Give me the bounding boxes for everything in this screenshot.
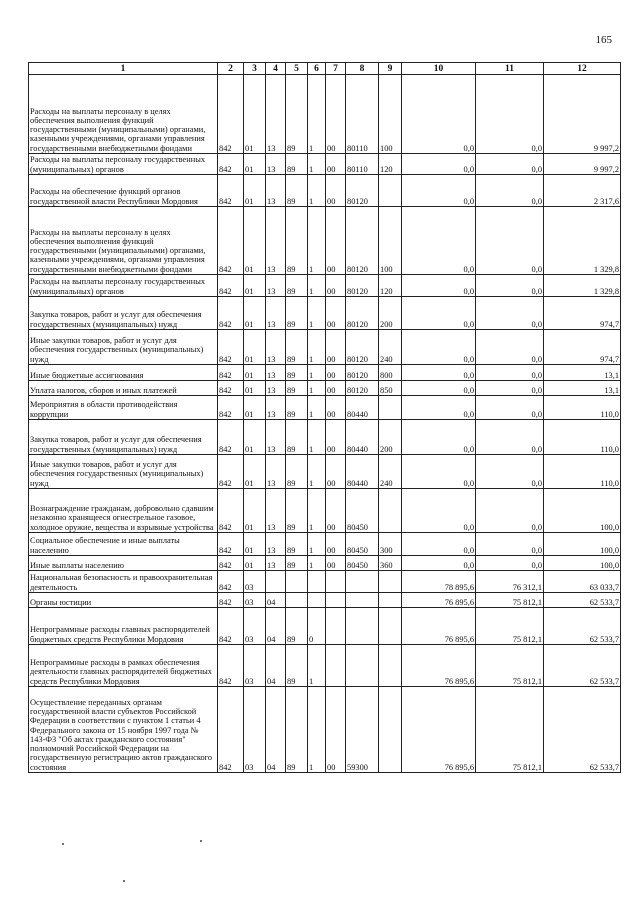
column-header: 10 — [402, 63, 476, 75]
row-code-cell: 1 — [308, 533, 326, 556]
table-row — [29, 207, 621, 275]
row-code-cell: 00 — [326, 330, 346, 365]
table-row — [29, 396, 621, 420]
row-code-cell: 13 — [266, 556, 286, 571]
row-code-cell — [286, 571, 308, 593]
row-code-cell: 842 — [218, 645, 244, 687]
row-amount-cell: 63 033,7 — [544, 571, 621, 593]
row-code-cell: 00 — [326, 489, 346, 533]
table-row — [29, 608, 621, 645]
column-header: 5 — [286, 63, 308, 75]
row-amount-cell: 62 533,7 — [544, 645, 621, 687]
row-amount-cell: 110,0 — [544, 455, 621, 489]
row-amount-cell: 0,0 — [402, 455, 476, 489]
row-code-cell: 04 — [266, 608, 286, 645]
row-code-cell: 13 — [266, 420, 286, 455]
row-code-cell: 842 — [218, 154, 244, 175]
row-description: Национальная безопасность и правоохранительная деятельность — [29, 571, 218, 593]
row-code-cell: 13 — [266, 455, 286, 489]
row-code-cell: 13 — [266, 330, 286, 365]
row-amount-cell: 110,0 — [544, 420, 621, 455]
row-amount-cell: 76 895,6 — [402, 593, 476, 608]
row-code-cell: 00 — [326, 420, 346, 455]
column-header: 2 — [218, 63, 244, 75]
row-amount-cell: 75 812,1 — [476, 687, 544, 773]
row-code-cell: 1 — [308, 489, 326, 533]
row-description: Закупка товаров, работ и услуг для обеспечения государственных (муниципальных) нужд — [29, 297, 218, 330]
row-amount-cell: 0,0 — [476, 489, 544, 533]
row-code-cell: 842 — [218, 365, 244, 381]
budget-table — [28, 62, 621, 773]
table-row — [29, 571, 621, 593]
row-code-cell — [326, 608, 346, 645]
row-amount-cell: 0,0 — [476, 75, 544, 154]
row-code-cell: 842 — [218, 381, 244, 396]
column-header: 12 — [544, 63, 621, 75]
table-row — [29, 533, 621, 556]
row-description: Расходы на выплаты персоналу в целях обеспечения выполнения функций государственными (муниципальными) органами, казенными учреждениями, органами управления государственными внебюджетными фондами — [29, 75, 218, 154]
row-code-cell: 80120 — [346, 275, 379, 297]
row-code-cell: 00 — [326, 365, 346, 381]
row-amount-cell: 100,0 — [544, 489, 621, 533]
row-code-cell: 842 — [218, 75, 244, 154]
row-amount-cell: 0,0 — [476, 381, 544, 396]
row-amount-cell: 0,0 — [402, 381, 476, 396]
row-amount-cell: 76 895,6 — [402, 687, 476, 773]
row-description: Иные выплаты населению — [29, 556, 218, 571]
row-amount-cell: 76 895,6 — [402, 608, 476, 645]
row-amount-cell: 0,0 — [476, 330, 544, 365]
row-description: Осуществление переданных органам государственной власти субъектов Российской Федерации в соответствии с пунктом 1 статьи 4 Федерального закона от 15 ноября 1997 года № 143-ФЗ "Об актах гражданского состояния" полномочий Российской Федерации на государственную регистрацию актов гражданского состояния — [29, 687, 218, 773]
row-description: Иные бюджетные ассигнования — [29, 365, 218, 381]
row-code-cell: 1 — [308, 556, 326, 571]
row-code-cell: 80450 — [346, 556, 379, 571]
row-code-cell: 89 — [286, 420, 308, 455]
row-code-cell: 03 — [244, 608, 266, 645]
row-code-cell: 03 — [244, 593, 266, 608]
row-code-cell: 200 — [379, 297, 402, 330]
row-amount-cell: 974,7 — [544, 330, 621, 365]
row-amount-cell: 0,0 — [402, 420, 476, 455]
row-amount-cell: 0,0 — [476, 297, 544, 330]
row-code-cell: 842 — [218, 608, 244, 645]
row-code-cell: 01 — [244, 207, 266, 275]
row-code-cell: 01 — [244, 489, 266, 533]
row-code-cell: 89 — [286, 687, 308, 773]
row-code-cell: 842 — [218, 593, 244, 608]
row-amount-cell: 9 997,2 — [544, 75, 621, 154]
column-header: 4 — [266, 63, 286, 75]
row-code-cell: 80120 — [346, 381, 379, 396]
row-code-cell: 1 — [308, 330, 326, 365]
row-amount-cell: 75 812,1 — [476, 645, 544, 687]
row-amount-cell: 0,0 — [476, 556, 544, 571]
table-row — [29, 593, 621, 608]
row-amount-cell: 0,0 — [402, 297, 476, 330]
row-code-cell: 01 — [244, 154, 266, 175]
table-row — [29, 687, 621, 773]
row-amount-cell: 78 895,6 — [402, 571, 476, 593]
row-code-cell: 1 — [308, 175, 326, 207]
table-row — [29, 381, 621, 396]
row-code-cell: 240 — [379, 455, 402, 489]
row-amount-cell: 0,0 — [402, 154, 476, 175]
row-code-cell: 00 — [326, 533, 346, 556]
row-code-cell: 1 — [308, 455, 326, 489]
row-code-cell: 1 — [308, 396, 326, 420]
row-code-cell — [326, 645, 346, 687]
row-amount-cell: 0,0 — [402, 396, 476, 420]
row-code-cell: 89 — [286, 275, 308, 297]
row-code-cell — [346, 608, 379, 645]
row-code-cell: 80120 — [346, 330, 379, 365]
row-code-cell — [379, 608, 402, 645]
row-code-cell: 00 — [326, 381, 346, 396]
row-amount-cell: 62 533,7 — [544, 687, 621, 773]
row-code-cell — [326, 593, 346, 608]
row-amount-cell: 110,0 — [544, 396, 621, 420]
row-amount-cell: 0,0 — [402, 489, 476, 533]
row-code-cell — [379, 645, 402, 687]
row-code-cell: 842 — [218, 556, 244, 571]
row-code-cell: 120 — [379, 154, 402, 175]
page-number: 165 — [595, 34, 612, 46]
row-code-cell: 1 — [308, 297, 326, 330]
column-header: 7 — [326, 63, 346, 75]
row-code-cell — [379, 571, 402, 593]
row-code-cell — [379, 175, 402, 207]
row-code-cell: 100 — [379, 75, 402, 154]
row-code-cell: 850 — [379, 381, 402, 396]
row-amount-cell: 1 329,8 — [544, 207, 621, 275]
column-header: 3 — [244, 63, 266, 75]
row-code-cell — [286, 593, 308, 608]
row-code-cell: 1 — [308, 381, 326, 396]
row-code-cell: 842 — [218, 687, 244, 773]
row-code-cell: 59300 — [346, 687, 379, 773]
row-amount-cell: 62 533,7 — [544, 593, 621, 608]
row-code-cell: 00 — [326, 275, 346, 297]
row-amount-cell: 1 329,8 — [544, 275, 621, 297]
row-code-cell: 89 — [286, 396, 308, 420]
row-amount-cell: 9 997,2 — [544, 154, 621, 175]
row-code-cell: 1 — [308, 275, 326, 297]
row-code-cell: 89 — [286, 330, 308, 365]
row-code-cell: 03 — [244, 687, 266, 773]
row-code-cell: 04 — [266, 645, 286, 687]
row-code-cell: 89 — [286, 175, 308, 207]
row-description: Расходы на выплаты персоналу государственных (муниципальных) органов — [29, 275, 218, 297]
row-code-cell: 800 — [379, 365, 402, 381]
row-code-cell: 80120 — [346, 175, 379, 207]
row-code-cell: 89 — [286, 533, 308, 556]
row-description: Социальное обеспечение и иные выплаты населению — [29, 533, 218, 556]
scan-speck — [62, 843, 64, 845]
row-code-cell: 1 — [308, 365, 326, 381]
row-code-cell: 89 — [286, 297, 308, 330]
row-code-cell: 80110 — [346, 75, 379, 154]
row-code-cell: 01 — [244, 275, 266, 297]
row-code-cell: 89 — [286, 207, 308, 275]
row-amount-cell: 0,0 — [476, 420, 544, 455]
row-code-cell: 80450 — [346, 533, 379, 556]
row-amount-cell: 13,1 — [544, 381, 621, 396]
row-code-cell: 1 — [308, 420, 326, 455]
row-amount-cell: 0,0 — [476, 455, 544, 489]
row-description: Непрограммные расходы в рамках обеспечения деятельности главных распорядителей бюджетных средств Республики Мордовия — [29, 645, 218, 687]
row-amount-cell: 2 317,6 — [544, 175, 621, 207]
table-row — [29, 455, 621, 489]
row-amount-cell: 75 812,1 — [476, 608, 544, 645]
row-code-cell: 842 — [218, 297, 244, 330]
row-code-cell: 13 — [266, 207, 286, 275]
row-code-cell: 00 — [326, 297, 346, 330]
row-code-cell: 13 — [266, 365, 286, 381]
row-code-cell: 842 — [218, 330, 244, 365]
row-code-cell: 89 — [286, 75, 308, 154]
table-row — [29, 365, 621, 381]
row-code-cell — [379, 396, 402, 420]
row-amount-cell: 0,0 — [402, 175, 476, 207]
row-code-cell: 04 — [266, 593, 286, 608]
table-row — [29, 330, 621, 365]
row-amount-cell: 0,0 — [402, 75, 476, 154]
row-amount-cell: 0,0 — [476, 154, 544, 175]
row-code-cell: 01 — [244, 556, 266, 571]
row-code-cell — [308, 571, 326, 593]
row-amount-cell: 76 312,1 — [476, 571, 544, 593]
row-code-cell: 842 — [218, 455, 244, 489]
column-header: 8 — [346, 63, 379, 75]
row-code-cell: 01 — [244, 533, 266, 556]
row-amount-cell: 0,0 — [476, 396, 544, 420]
table-row — [29, 297, 621, 330]
row-code-cell: 00 — [326, 75, 346, 154]
row-amount-cell: 0,0 — [476, 365, 544, 381]
row-code-cell — [346, 593, 379, 608]
row-code-cell: 89 — [286, 365, 308, 381]
row-code-cell: 89 — [286, 154, 308, 175]
row-code-cell: 80120 — [346, 297, 379, 330]
row-code-cell: 0 — [308, 608, 326, 645]
row-code-cell: 13 — [266, 175, 286, 207]
row-description: Расходы на выплаты персоналу государственных (муниципальных) органов — [29, 154, 218, 175]
row-code-cell: 00 — [326, 396, 346, 420]
table-row — [29, 489, 621, 533]
row-amount-cell: 0,0 — [476, 533, 544, 556]
row-code-cell: 01 — [244, 381, 266, 396]
column-header: 9 — [379, 63, 402, 75]
row-code-cell: 00 — [326, 175, 346, 207]
row-description: Иные закупки товаров, работ и услуг для обеспечения государственных (муниципальных) нужд — [29, 455, 218, 489]
column-header: 1 — [29, 63, 218, 75]
table-row — [29, 275, 621, 297]
row-code-cell: 80120 — [346, 207, 379, 275]
row-code-cell: 842 — [218, 396, 244, 420]
row-code-cell: 01 — [244, 420, 266, 455]
row-code-cell: 842 — [218, 175, 244, 207]
row-code-cell: 13 — [266, 489, 286, 533]
row-code-cell: 01 — [244, 455, 266, 489]
scan-speck — [200, 840, 202, 842]
row-code-cell: 13 — [266, 533, 286, 556]
scan-speck — [123, 880, 125, 882]
row-code-cell — [379, 687, 402, 773]
row-code-cell — [379, 489, 402, 533]
row-amount-cell: 0,0 — [476, 275, 544, 297]
row-code-cell: 03 — [244, 645, 266, 687]
row-code-cell: 1 — [308, 75, 326, 154]
row-description: Непрограммные расходы главных распорядителей бюджетных средств Республики Мордовия — [29, 608, 218, 645]
row-code-cell: 89 — [286, 455, 308, 489]
row-description: Расходы на выплаты персоналу в целях обеспечения выполнения функций государственными (муниципальными) органами, казенными учреждениями, органами управления государственными внебюджетными фондами — [29, 207, 218, 275]
row-description: Органы юстиции — [29, 593, 218, 608]
row-amount-cell: 974,7 — [544, 297, 621, 330]
row-code-cell: 13 — [266, 297, 286, 330]
row-amount-cell: 75 812,1 — [476, 593, 544, 608]
row-description: Уплата налогов, сборов и иных платежей — [29, 381, 218, 396]
row-code-cell: 80440 — [346, 455, 379, 489]
row-code-cell: 89 — [286, 645, 308, 687]
table-row — [29, 420, 621, 455]
row-code-cell — [346, 645, 379, 687]
row-code-cell: 360 — [379, 556, 402, 571]
row-code-cell: 80440 — [346, 420, 379, 455]
row-amount-cell: 13,1 — [544, 365, 621, 381]
row-amount-cell: 76 895,6 — [402, 645, 476, 687]
row-code-cell: 01 — [244, 175, 266, 207]
row-code-cell: 13 — [266, 381, 286, 396]
row-code-cell: 04 — [266, 687, 286, 773]
row-amount-cell: 62 533,7 — [544, 608, 621, 645]
row-amount-cell: 0,0 — [402, 207, 476, 275]
row-code-cell: 80120 — [346, 365, 379, 381]
table-row — [29, 556, 621, 571]
row-code-cell: 842 — [218, 489, 244, 533]
row-code-cell: 00 — [326, 687, 346, 773]
table-row — [29, 75, 621, 154]
row-code-cell — [346, 571, 379, 593]
row-code-cell: 1 — [308, 645, 326, 687]
row-code-cell: 00 — [326, 455, 346, 489]
row-code-cell: 1 — [308, 687, 326, 773]
table-row — [29, 154, 621, 175]
row-code-cell: 842 — [218, 207, 244, 275]
row-code-cell: 13 — [266, 275, 286, 297]
row-code-cell: 842 — [218, 533, 244, 556]
row-code-cell: 100 — [379, 207, 402, 275]
row-code-cell: 03 — [244, 571, 266, 593]
row-code-cell: 89 — [286, 381, 308, 396]
row-code-cell: 01 — [244, 396, 266, 420]
row-code-cell: 200 — [379, 420, 402, 455]
row-code-cell: 120 — [379, 275, 402, 297]
row-amount-cell: 0,0 — [402, 533, 476, 556]
row-amount-cell: 0,0 — [402, 365, 476, 381]
row-code-cell — [308, 593, 326, 608]
row-code-cell: 00 — [326, 556, 346, 571]
row-code-cell: 13 — [266, 75, 286, 154]
row-amount-cell: 100,0 — [544, 533, 621, 556]
column-header: 6 — [308, 63, 326, 75]
row-code-cell: 240 — [379, 330, 402, 365]
row-code-cell: 842 — [218, 571, 244, 593]
row-description: Мероприятия в области противодействия коррупции — [29, 396, 218, 420]
table-row — [29, 645, 621, 687]
row-code-cell: 842 — [218, 275, 244, 297]
row-code-cell: 00 — [326, 207, 346, 275]
row-code-cell — [379, 593, 402, 608]
table-row — [29, 175, 621, 207]
row-code-cell: 1 — [308, 207, 326, 275]
row-code-cell — [326, 571, 346, 593]
row-amount-cell: 0,0 — [476, 175, 544, 207]
row-code-cell: 13 — [266, 396, 286, 420]
row-amount-cell: 0,0 — [402, 330, 476, 365]
row-code-cell: 80440 — [346, 396, 379, 420]
row-code-cell: 89 — [286, 556, 308, 571]
row-amount-cell: 0,0 — [476, 207, 544, 275]
column-header: 11 — [476, 63, 544, 75]
row-description: Вознаграждение гражданам, добровольно сдавшим незаконно хранящееся огнестрельное газовое, холодное оружие, вещества и взрывные устройства — [29, 489, 218, 533]
row-code-cell: 01 — [244, 75, 266, 154]
row-code-cell: 89 — [286, 489, 308, 533]
row-code-cell: 300 — [379, 533, 402, 556]
row-code-cell: 1 — [308, 154, 326, 175]
row-description: Расходы на обеспечение функций органов государственной власти Республики Мордовия — [29, 175, 218, 207]
header-row — [29, 63, 621, 75]
row-code-cell — [266, 571, 286, 593]
row-amount-cell: 100,0 — [544, 556, 621, 571]
row-code-cell: 00 — [326, 154, 346, 175]
row-code-cell: 80450 — [346, 489, 379, 533]
row-description: Иные закупки товаров, работ и услуг для обеспечения государственных (муниципальных) нужд — [29, 330, 218, 365]
row-amount-cell: 0,0 — [402, 275, 476, 297]
row-amount-cell: 0,0 — [402, 556, 476, 571]
row-code-cell: 01 — [244, 297, 266, 330]
row-code-cell: 01 — [244, 365, 266, 381]
row-code-cell: 01 — [244, 330, 266, 365]
row-code-cell: 89 — [286, 608, 308, 645]
row-code-cell: 842 — [218, 420, 244, 455]
row-code-cell: 13 — [266, 154, 286, 175]
row-code-cell: 80110 — [346, 154, 379, 175]
row-description: Закупка товаров, работ и услуг для обеспечения государственных (муниципальных) нужд — [29, 420, 218, 455]
